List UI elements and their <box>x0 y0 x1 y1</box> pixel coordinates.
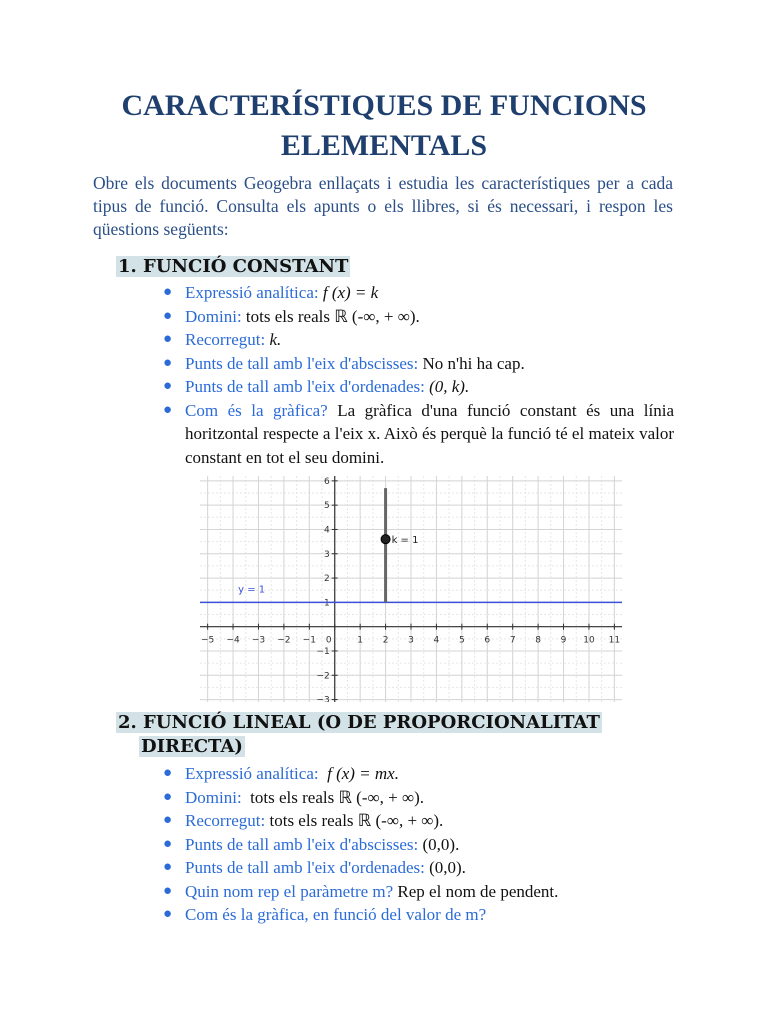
y-tick-label: −2 <box>316 671 330 682</box>
list-item <box>160 375 674 399</box>
section-heading-line2: DIRECTA) <box>141 736 243 757</box>
item-label: Punts de tall amb l'eix d'abscisses: <box>185 834 419 854</box>
x-tick-label: −1 <box>302 635 316 646</box>
item-label: Punts de tall amb l'eix d'ordenades: <box>185 858 425 877</box>
y-tick-label: 4 <box>324 525 330 536</box>
list-item <box>160 305 674 329</box>
y-tick-label: 2 <box>324 574 330 585</box>
item-value: tots els reals ℝ (-∞, + ∞). <box>250 787 424 807</box>
bullet-icon: ● <box>163 331 173 347</box>
list-item <box>160 856 674 880</box>
list-item <box>160 833 674 857</box>
list-item <box>160 352 674 376</box>
item-value: f (x) = mx. <box>327 764 399 783</box>
item-label: Com és la gràfica? <box>185 400 328 420</box>
item-label: Punts de tall amb l'eix d'ordenades: <box>185 377 425 396</box>
list-item <box>160 328 674 352</box>
bullet-icon: ● <box>163 378 173 394</box>
bullet-icon: ● <box>163 882 173 899</box>
bullet-icon: ● <box>163 788 173 805</box>
x-tick-label: 5 <box>458 635 465 646</box>
list-item <box>160 399 674 470</box>
y-tick-label: 5 <box>324 501 330 512</box>
x-tick-label: 8 <box>535 635 541 646</box>
bullet-icon: ● <box>163 401 173 418</box>
list-item <box>160 786 674 810</box>
section-heading-line1: 2. FUNCIÓ LINEAL (O DE PROPORCIONALITAT <box>118 712 600 733</box>
x-tick-label: 6 <box>484 635 491 646</box>
x-tick-label: 7 <box>509 635 516 646</box>
linear-properties-list <box>160 762 674 927</box>
bullet-icon: ● <box>163 284 173 300</box>
item-value: f (x) = k <box>322 283 379 302</box>
item-label: Expressió analítica: <box>185 283 319 302</box>
item-value: tots els reals ℝ (-∞, + ∞). <box>245 306 420 326</box>
list-item <box>160 903 674 927</box>
x-tick-label: 4 <box>433 635 440 646</box>
section-heading-text: 1. FUNCIÓ CONSTANT <box>118 256 349 277</box>
item-value: (0,0). <box>429 858 466 877</box>
list-item <box>160 809 674 833</box>
list-item <box>160 880 674 904</box>
x-tick-label: 3 <box>408 635 414 646</box>
bullet-icon: ● <box>163 354 173 371</box>
y-tick-label: −3 <box>316 695 330 702</box>
y-tick-label: −1 <box>316 646 330 657</box>
bullet-icon: ● <box>163 835 173 852</box>
bullet-icon: ● <box>163 812 173 828</box>
item-value: (0, k). <box>429 377 470 396</box>
item-value: (0,0). <box>422 834 460 854</box>
item-label: Domini: <box>185 787 242 807</box>
list-item <box>160 281 674 305</box>
section-heading-linear <box>116 711 636 759</box>
page-title: CARACTERÍSTIQUES DE FUNCIONS ELEMENTALS <box>121 89 647 162</box>
x-tick-label: −2 <box>277 635 291 646</box>
y-tick-label: 1 <box>324 598 330 609</box>
x-tick-label: 9 <box>560 635 567 646</box>
x-tick-label: 2 <box>382 635 389 646</box>
x-tick-label: 1 <box>357 635 364 646</box>
x-tick-label: 0 <box>325 635 332 646</box>
item-value: No n'hi ha cap. <box>422 353 525 373</box>
constant-function-graph <box>200 476 622 702</box>
item-label: Punts de tall amb l'eix d'abscisses: <box>185 353 419 373</box>
section-heading-constant <box>116 255 350 279</box>
item-label: Com és la gràfica, en funció del valor de m? <box>185 905 487 924</box>
constant-properties-list <box>160 281 674 469</box>
series-label: y = 1 <box>238 584 266 596</box>
intro-paragraph: Obre els documents Geogebra enllaçats i estudia les característiques per a cada tipus de funció. Consulta els apunts o els llibres, si és necessari, i respon les qüestions següents: <box>93 173 673 239</box>
list-item <box>160 762 674 786</box>
item-label: Expressió analítica: <box>185 764 319 783</box>
item-label: Domini: <box>185 306 242 326</box>
bullet-icon: ● <box>163 307 173 324</box>
item-label: Recorregut: <box>185 811 266 830</box>
bullet-icon: ● <box>163 765 173 781</box>
item-value: tots els reals ℝ (-∞, + ∞). <box>269 811 444 830</box>
item-value: La gràfica d'una funció constant és una línia horitzontal respecte a l'eix x. Això és perquè la funció té el mateix valor constant en tot el seu domini. <box>185 400 675 467</box>
x-tick-label: 11 <box>608 635 621 646</box>
x-tick-label: −3 <box>251 635 266 646</box>
bullet-icon: ● <box>163 859 173 875</box>
x-tick-label: −4 <box>226 635 240 646</box>
x-tick-label: −5 <box>200 635 215 646</box>
item-label: Quin nom rep el paràmetre m? <box>185 881 394 901</box>
item-value: Rep el nom de pendent. <box>397 881 559 901</box>
slider-label: k = 1 <box>391 535 419 547</box>
y-tick-label: 3 <box>324 549 330 560</box>
item-value: k. <box>269 330 282 349</box>
bullet-icon: ● <box>163 906 173 922</box>
item-label: Recorregut: <box>185 330 266 349</box>
x-tick-label: 10 <box>583 635 595 646</box>
slider-point <box>381 535 390 544</box>
y-tick-label: 6 <box>324 476 330 487</box>
